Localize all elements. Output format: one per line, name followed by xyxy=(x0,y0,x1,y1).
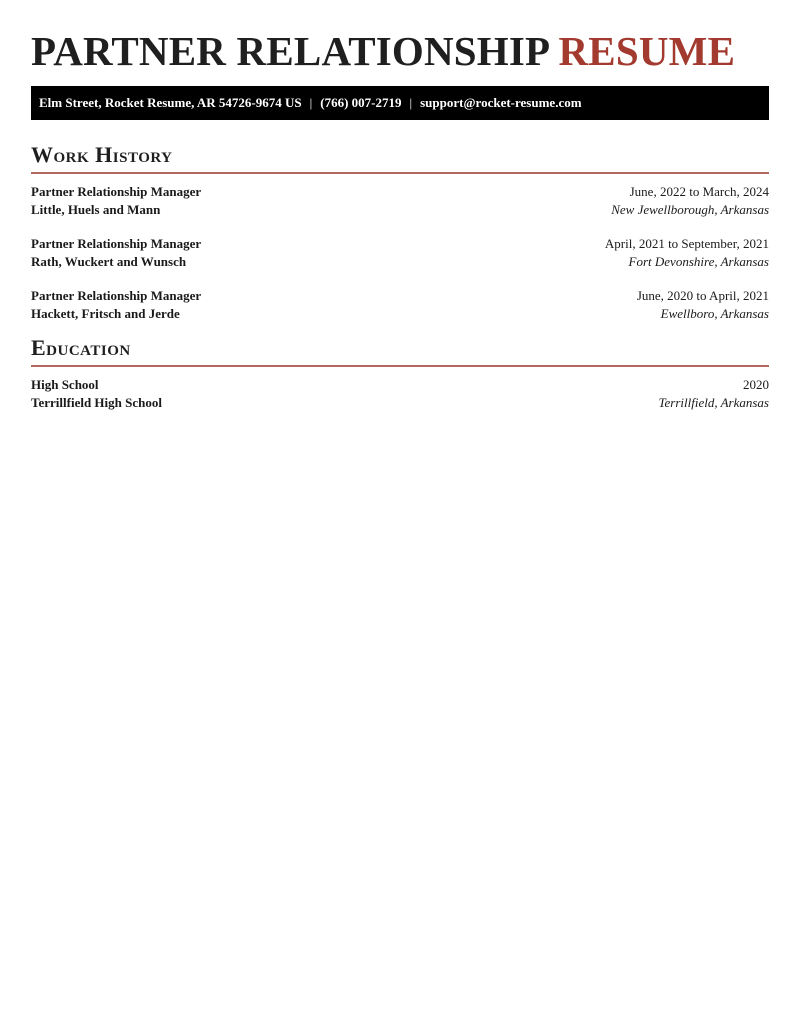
contact-address: Elm Street, Rocket Resume, AR 54726-9674 US xyxy=(39,95,302,110)
job-dates: April, 2021 to September, 2021 xyxy=(604,236,769,251)
contact-email[interactable]: support@rocket-resume.com xyxy=(420,95,582,110)
job-title: Partner Relationship Manager xyxy=(31,236,202,251)
job-location: New Jewellborough, Arkansas xyxy=(611,202,769,217)
company-name: Little, Huels and Mann xyxy=(31,202,161,217)
work-entry xyxy=(31,287,769,323)
job-location: Ewellboro, Arkansas xyxy=(660,306,769,321)
resume-title-accent: RESUME xyxy=(558,28,736,74)
company-name: Hackett, Fritsch and Jerde xyxy=(31,306,180,321)
education-entry xyxy=(31,376,769,412)
education-section xyxy=(31,335,769,412)
job-title: Partner Relationship Manager xyxy=(31,184,202,199)
degree-name: High School xyxy=(31,377,99,392)
work-entry xyxy=(31,235,769,271)
contact-phone[interactable]: (766) 007-2719 xyxy=(320,95,402,110)
contact-separator: | xyxy=(409,95,413,110)
school-location: Terrillfield, Arkansas xyxy=(658,395,769,410)
education-heading: Education xyxy=(31,335,131,360)
job-dates: June, 2020 to April, 2021 xyxy=(636,288,769,303)
work-history-heading: Work History xyxy=(31,142,173,167)
work-history-section xyxy=(31,142,769,323)
contact-separator: | xyxy=(309,95,313,110)
graduation-year: 2020 xyxy=(743,377,769,392)
section-divider xyxy=(31,172,769,174)
section-divider xyxy=(31,365,769,367)
work-entry xyxy=(31,183,769,219)
company-name: Rath, Wuckert and Wunsch xyxy=(31,254,187,269)
job-location: Fort Devonshire, Arkansas xyxy=(628,254,769,269)
contact-bar xyxy=(31,86,769,120)
resume-title-main: PARTNER RELATIONSHIP xyxy=(31,28,549,74)
school-name: Terrillfield High School xyxy=(31,395,162,410)
job-title: Partner Relationship Manager xyxy=(31,288,202,303)
job-dates: June, 2022 to March, 2024 xyxy=(629,184,769,199)
resume-title xyxy=(31,0,769,74)
